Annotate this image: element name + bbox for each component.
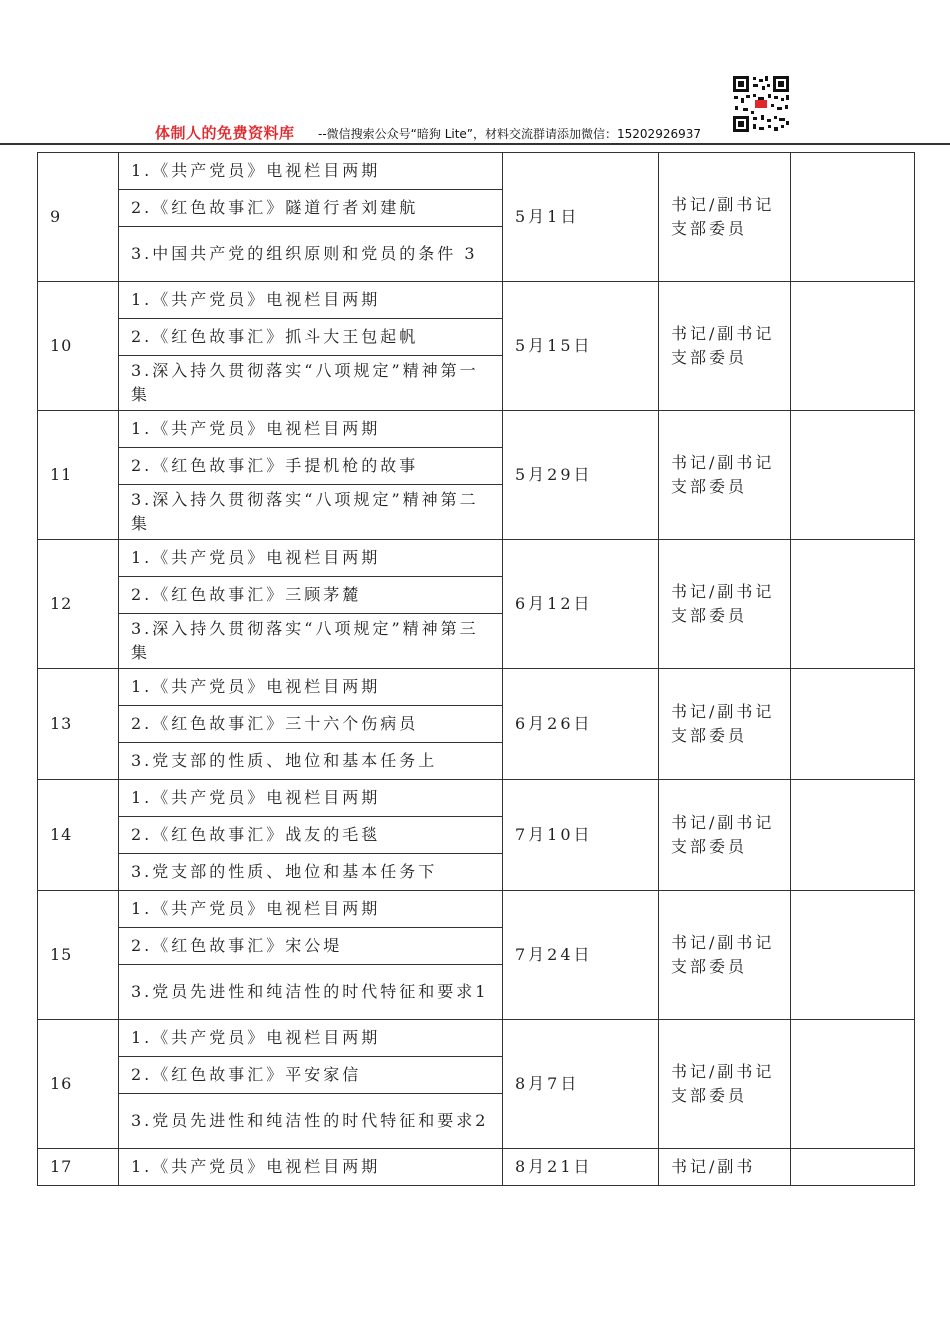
row-number: 11 bbox=[38, 411, 119, 540]
responsible-line: 支部委员 bbox=[671, 1086, 748, 1105]
table-row bbox=[38, 282, 915, 319]
responsible-cell bbox=[659, 891, 791, 1020]
row-number: 13 bbox=[38, 669, 119, 780]
responsible-line: 书记/副书记 bbox=[671, 582, 775, 601]
content-item: 1.《共产党员》电视栏目两期 bbox=[119, 891, 503, 928]
responsible-line: 书记/副书记 bbox=[671, 702, 775, 721]
row-number: 12 bbox=[38, 540, 119, 669]
table-row bbox=[38, 780, 915, 817]
remarks-cell bbox=[791, 411, 915, 540]
content-item: 3.深入持久贯彻落实“八项规定”精神第二集 bbox=[119, 485, 503, 540]
date-cell: 7月24日 bbox=[503, 891, 659, 1020]
content-item: 3.深入持久贯彻落实“八项规定”精神第三集 bbox=[119, 614, 503, 669]
remarks-cell bbox=[791, 1020, 915, 1149]
content-item: 2.《红色故事汇》抓斗大王包起帆 bbox=[119, 319, 503, 356]
remarks-cell bbox=[791, 891, 915, 1020]
responsible-cell bbox=[659, 540, 791, 669]
content-item: 1.《共产党员》电视栏目两期 bbox=[119, 780, 503, 817]
responsible-line: 支部委员 bbox=[671, 219, 748, 238]
content-item: 3.深入持久贯彻落实“八项规定”精神第一集 bbox=[119, 356, 503, 411]
table-row bbox=[38, 891, 915, 928]
header-tagline: --微信搜索公众号“暗狗 Lite”，材料交流群请添加微信：15202926937 bbox=[318, 127, 701, 141]
responsible-cell bbox=[659, 153, 791, 282]
responsible-line: 支部委员 bbox=[671, 348, 748, 367]
responsible-line: 支部委员 bbox=[671, 477, 748, 496]
responsible-cell bbox=[659, 1020, 791, 1149]
remarks-cell bbox=[791, 153, 915, 282]
content-item: 1.《共产党员》电视栏目两期 bbox=[119, 282, 503, 319]
content-item: 3.党支部的性质、地位和基本任务上 bbox=[119, 743, 503, 780]
date-cell: 6月12日 bbox=[503, 540, 659, 669]
table-row bbox=[38, 1149, 915, 1186]
brand-title: 体制人的免费资料库 bbox=[155, 124, 295, 142]
content-item: 2.《红色故事汇》三顾茅麓 bbox=[119, 577, 503, 614]
content-item: 2.《红色故事汇》平安家信 bbox=[119, 1057, 503, 1094]
responsible-line: 支部委员 bbox=[671, 837, 748, 856]
table-row bbox=[38, 411, 915, 448]
content-item: 3.中国共产党的组织原则和党员的条件 3 bbox=[119, 227, 503, 282]
date-cell: 5月29日 bbox=[503, 411, 659, 540]
content-item: 3.党员先进性和纯洁性的时代特征和要求2 bbox=[119, 1094, 503, 1149]
remarks-cell bbox=[791, 669, 915, 780]
responsible-line: 支部委员 bbox=[671, 606, 748, 625]
date-cell: 8月7日 bbox=[503, 1020, 659, 1149]
responsible-line: 支部委员 bbox=[671, 957, 748, 976]
remarks-cell bbox=[791, 540, 915, 669]
content-item: 2.《红色故事汇》宋公堤 bbox=[119, 928, 503, 965]
responsible-cell bbox=[659, 780, 791, 891]
responsible-line: 书记/副书 bbox=[671, 1157, 756, 1176]
responsible-line: 书记/副书记 bbox=[671, 453, 775, 472]
responsible-cell bbox=[659, 669, 791, 780]
date-cell: 5月1日 bbox=[503, 153, 659, 282]
content-item: 3.党支部的性质、地位和基本任务下 bbox=[119, 854, 503, 891]
remarks-cell bbox=[791, 1149, 915, 1186]
responsible-line: 书记/副书记 bbox=[671, 813, 775, 832]
responsible-line: 支部委员 bbox=[671, 726, 748, 745]
responsible-cell bbox=[659, 282, 791, 411]
table-row bbox=[38, 153, 915, 190]
content-item: 2.《红色故事汇》手提机枪的故事 bbox=[119, 448, 503, 485]
responsible-line: 书记/副书记 bbox=[671, 195, 775, 214]
responsible-line: 书记/副书记 bbox=[671, 1062, 775, 1081]
row-number: 16 bbox=[38, 1020, 119, 1149]
row-number: 14 bbox=[38, 780, 119, 891]
content-item: 2.《红色故事汇》战友的毛毯 bbox=[119, 817, 503, 854]
content-item: 1.《共产党员》电视栏目两期 bbox=[119, 1020, 503, 1057]
date-cell: 5月15日 bbox=[503, 282, 659, 411]
content-item: 1.《共产党员》电视栏目两期 bbox=[119, 669, 503, 706]
content-item: 2.《红色故事汇》隧道行者刘建航 bbox=[119, 190, 503, 227]
row-number: 10 bbox=[38, 282, 119, 411]
responsible-line: 书记/副书记 bbox=[671, 933, 775, 952]
content-item: 1.《共产党员》电视栏目两期 bbox=[119, 153, 503, 190]
table-row bbox=[38, 669, 915, 706]
table-row bbox=[38, 540, 915, 577]
content-item: 1.《共产党员》电视栏目两期 bbox=[119, 411, 503, 448]
date-cell: 7月10日 bbox=[503, 780, 659, 891]
remarks-cell bbox=[791, 780, 915, 891]
content-item: 2.《红色故事汇》三十六个伤病员 bbox=[119, 706, 503, 743]
date-cell: 8月21日 bbox=[503, 1149, 659, 1186]
row-number: 15 bbox=[38, 891, 119, 1020]
table-row bbox=[38, 1020, 915, 1057]
header-divider bbox=[0, 143, 950, 145]
responsible-cell bbox=[659, 411, 791, 540]
qr-code-icon bbox=[731, 74, 791, 134]
responsible-line: 书记/副书记 bbox=[671, 324, 775, 343]
content-item: 1.《共产党员》电视栏目两期 bbox=[119, 540, 503, 577]
study-schedule-table bbox=[37, 152, 915, 1186]
row-number: 9 bbox=[38, 153, 119, 282]
remarks-cell bbox=[791, 282, 915, 411]
row-number: 17 bbox=[38, 1149, 119, 1186]
content-item: 3.党员先进性和纯洁性的时代特征和要求1 bbox=[119, 965, 503, 1020]
responsible-cell bbox=[659, 1149, 791, 1186]
date-cell: 6月26日 bbox=[503, 669, 659, 780]
content-item: 1.《共产党员》电视栏目两期 bbox=[119, 1149, 503, 1186]
